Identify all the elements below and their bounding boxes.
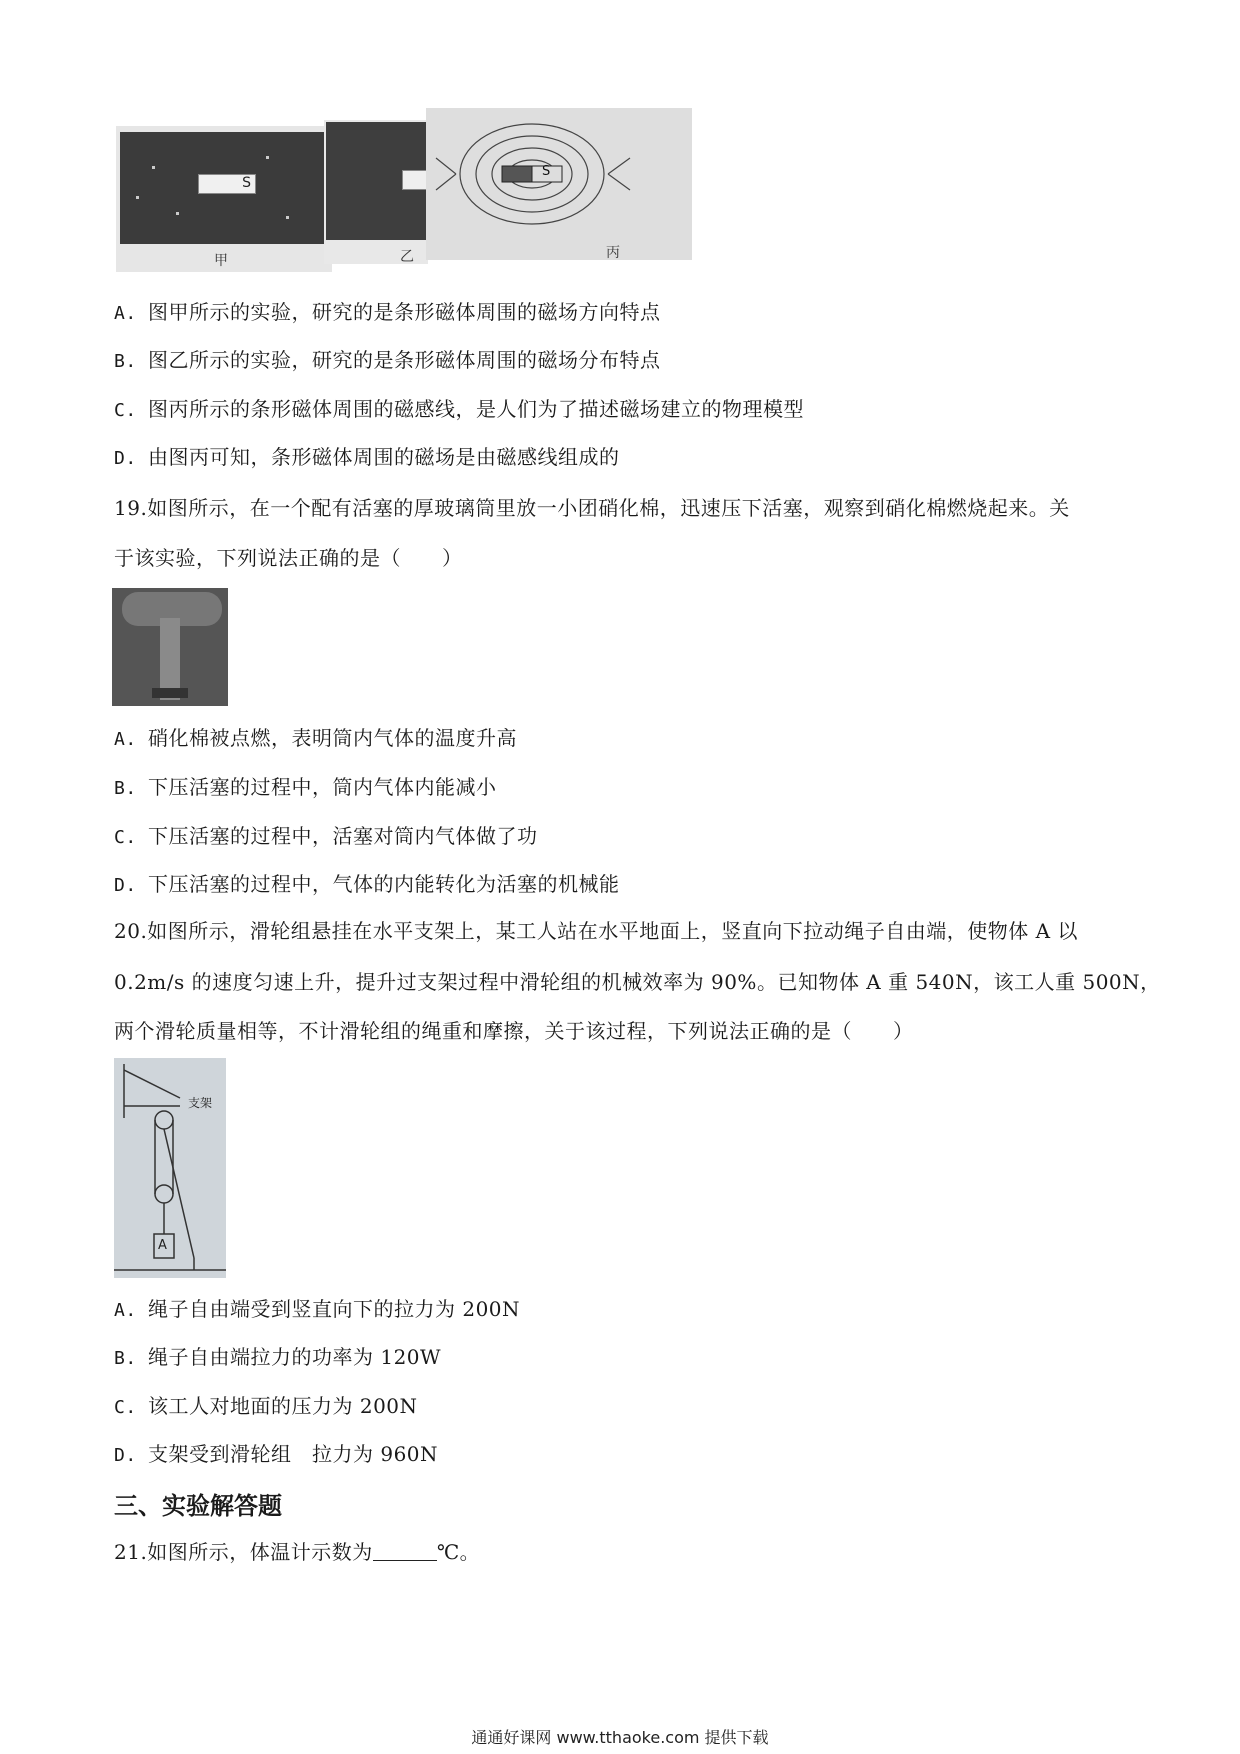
footer-watermark: 通通好课网 www.tthaoke.com 提供下载: [471, 1728, 769, 1747]
figure-jia: [116, 126, 332, 272]
q20-option-d: D. 支架受到滑轮组 拉力为 960N: [114, 1442, 439, 1466]
caption-bing: 丙: [606, 245, 620, 260]
q20-stem-line2: 0.2m/s 的速度匀速上升，提升过支架过程中滑轮组的机械效率为 90%。已知物体 A 重 540N，该工人重 500N，: [114, 970, 1161, 994]
q20-option-b: B. 绳子自由端拉力的功率为 120W: [114, 1345, 442, 1369]
magnet-label-s: S: [242, 175, 251, 191]
q19-option-d: D. 下压活塞的过程中，气体的内能转化为活塞的机械能: [114, 872, 620, 896]
q19-option-b: B. 下压活塞的过程中，筒内气体内能减小: [114, 775, 497, 799]
pulley-diagram: [114, 1058, 226, 1278]
q19-option-c: C. 下压活塞的过程中，活塞对筒内气体做了功: [114, 824, 538, 848]
answer-blank[interactable]: [373, 1540, 437, 1561]
bar-magnet-jia: [198, 174, 256, 194]
q19-stem-line1: 19.如图所示，在一个配有活塞的厚玻璃筒里放一小团硝化棉，迅速压下活塞，观察到硝化棉燃烧起来。关: [114, 496, 1070, 520]
q18-option-a: A. 图甲所示的实验，研究的是条形磁体周围的磁场方向特点: [114, 300, 661, 324]
object-a-label: A: [158, 1238, 167, 1253]
q19-stem-line2: 于该实验，下列说法正确的是（ ）: [114, 546, 463, 570]
figure-bing: [426, 108, 692, 260]
q20-stem-line1: 20.如图所示，滑轮组悬挂在水平支架上，某工人站在水平地面上，竖直向下拉动绳子自由端，使物体 A 以: [114, 919, 1078, 943]
figure-pulley-system: [114, 1058, 226, 1278]
bracket-label: 支架: [188, 1096, 213, 1110]
section-heading: 三、实验解答题: [114, 1492, 282, 1520]
q21-stem: 21.如图所示，体温计示数为 ℃。: [114, 1540, 481, 1564]
magnetic-field-lines: [426, 108, 692, 260]
magnet-label-s: S: [542, 164, 551, 179]
caption-yi: 乙: [400, 249, 414, 265]
q18-option-b: B. 图乙所示的实验，研究的是条形磁体周围的磁场分布特点: [114, 348, 661, 372]
q20-option-a: A. 绳子自由端受到竖直向下的拉力为 200N: [114, 1297, 521, 1321]
q19-option-a: A. 硝化棉被点燃，表明筒内气体的温度升高: [114, 726, 517, 750]
caption-jia: 甲: [214, 253, 228, 269]
q20-stem-line3: 两个滑轮质量相等，不计滑轮组的绳重和摩擦，关于该过程，下列说法正确的是（ ）: [114, 1019, 914, 1043]
q18-option-d: D. 由图丙可知，条形磁体周围的磁场是由磁感线组成的: [114, 445, 620, 469]
q20-option-c: C. 该工人对地面的压力为 200N: [114, 1394, 418, 1418]
q18-option-c: C. 图丙所示的条形磁体周围的磁感线，是人们为了描述磁场建立的物理模型: [114, 397, 804, 421]
figure-glass-cylinder: [112, 588, 228, 706]
